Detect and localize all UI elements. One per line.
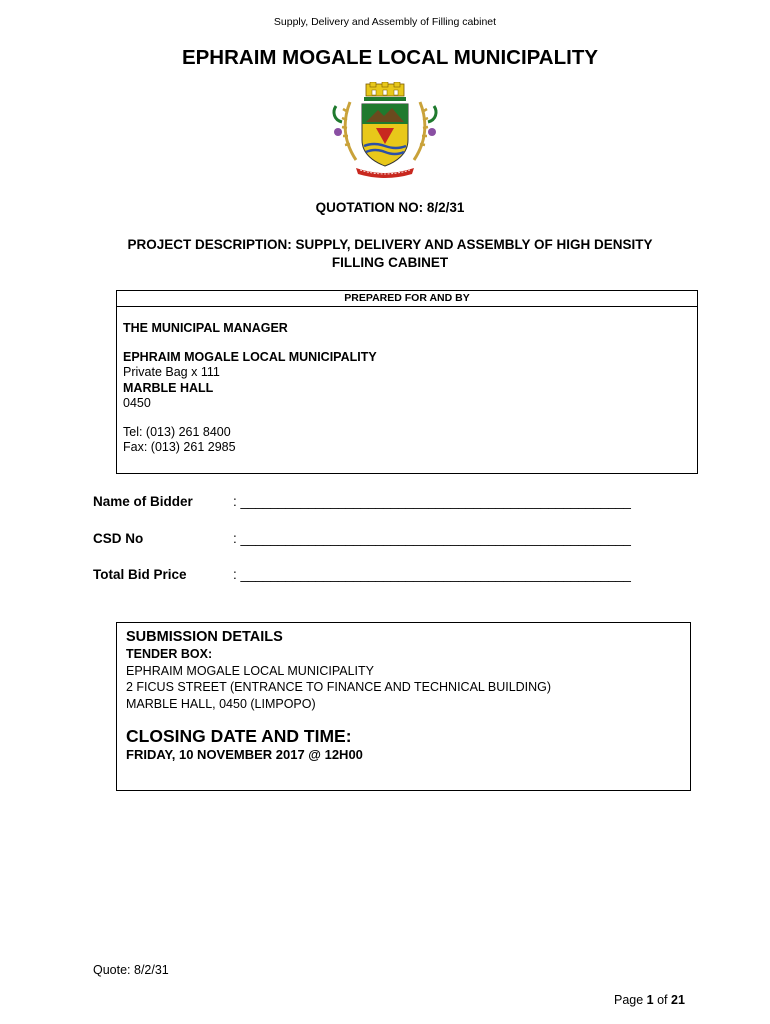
page-number <box>614 993 685 1007</box>
address-line-2: MARBLE HALL <box>123 380 214 395</box>
postal-code: 0450 <box>123 396 151 410</box>
total-bid-price-field[interactable]: : ____________________________________________________ <box>233 567 631 582</box>
running-header: Supply, Delivery and Assembly of Filling cabinet <box>273 16 497 28</box>
csd-number-field[interactable]: : ____________________________________________________ <box>233 531 631 546</box>
submission-title: SUBMISSION DETAILS <box>126 629 283 645</box>
quotation-number: QUOTATION NO: 8/2/31 <box>315 200 465 215</box>
total-bid-price-label: Total Bid Price <box>93 567 187 582</box>
submission-details-box <box>116 622 691 791</box>
address-line-1: Private Bag x 111 <box>123 365 220 379</box>
tender-box-label: TENDER BOX: <box>126 647 213 661</box>
bidder-name-label: Name of Bidder <box>93 494 193 509</box>
prepared-body <box>117 307 697 456</box>
fax: Fax: (013) 261 2985 <box>123 440 236 454</box>
manager-line: THE MUNICIPAL MANAGER <box>123 321 288 335</box>
submission-line-1: EPHRAIM MOGALE LOCAL MUNICIPALITY <box>126 663 374 678</box>
prepared-for-box <box>116 290 698 474</box>
municipality-line: EPHRAIM MOGALE LOCAL MUNICIPALITY <box>123 349 377 364</box>
closing-title: CLOSING DATE AND TIME: <box>126 726 352 746</box>
page-total: 21 <box>671 993 685 1007</box>
submission-line-3: MARBLE HALL, 0450 (LIMPOPO) <box>126 696 316 711</box>
page-current: 1 <box>646 993 654 1007</box>
municipal-crest-icon <box>326 82 444 180</box>
project-description: PROJECT DESCRIPTION: SUPPLY, DELIVERY AND ASSEMBLY OF HIGH DENSITY FILLING CABINET <box>127 237 653 270</box>
csd-number-label: CSD No <box>93 531 144 546</box>
submission-line-2: 2 FICUS STREET (ENTRANCE TO FINANCE AND TECHNICAL BUILDING) <box>126 680 552 694</box>
closing-date: FRIDAY, 10 NOVEMBER 2017 @ 12H00 <box>126 747 363 762</box>
prepared-header: PREPARED FOR AND BY <box>117 291 697 307</box>
footer-quote: Quote: 8/2/31 <box>93 963 169 977</box>
bidder-name-field[interactable]: : ____________________________________________________ <box>233 494 631 509</box>
page-prefix: Page <box>614 993 647 1007</box>
telephone: Tel: (013) 261 8400 <box>123 424 231 439</box>
page-title: EPHRAIM MOGALE LOCAL MUNICIPALITY <box>181 46 599 69</box>
page-of: of <box>653 993 671 1007</box>
